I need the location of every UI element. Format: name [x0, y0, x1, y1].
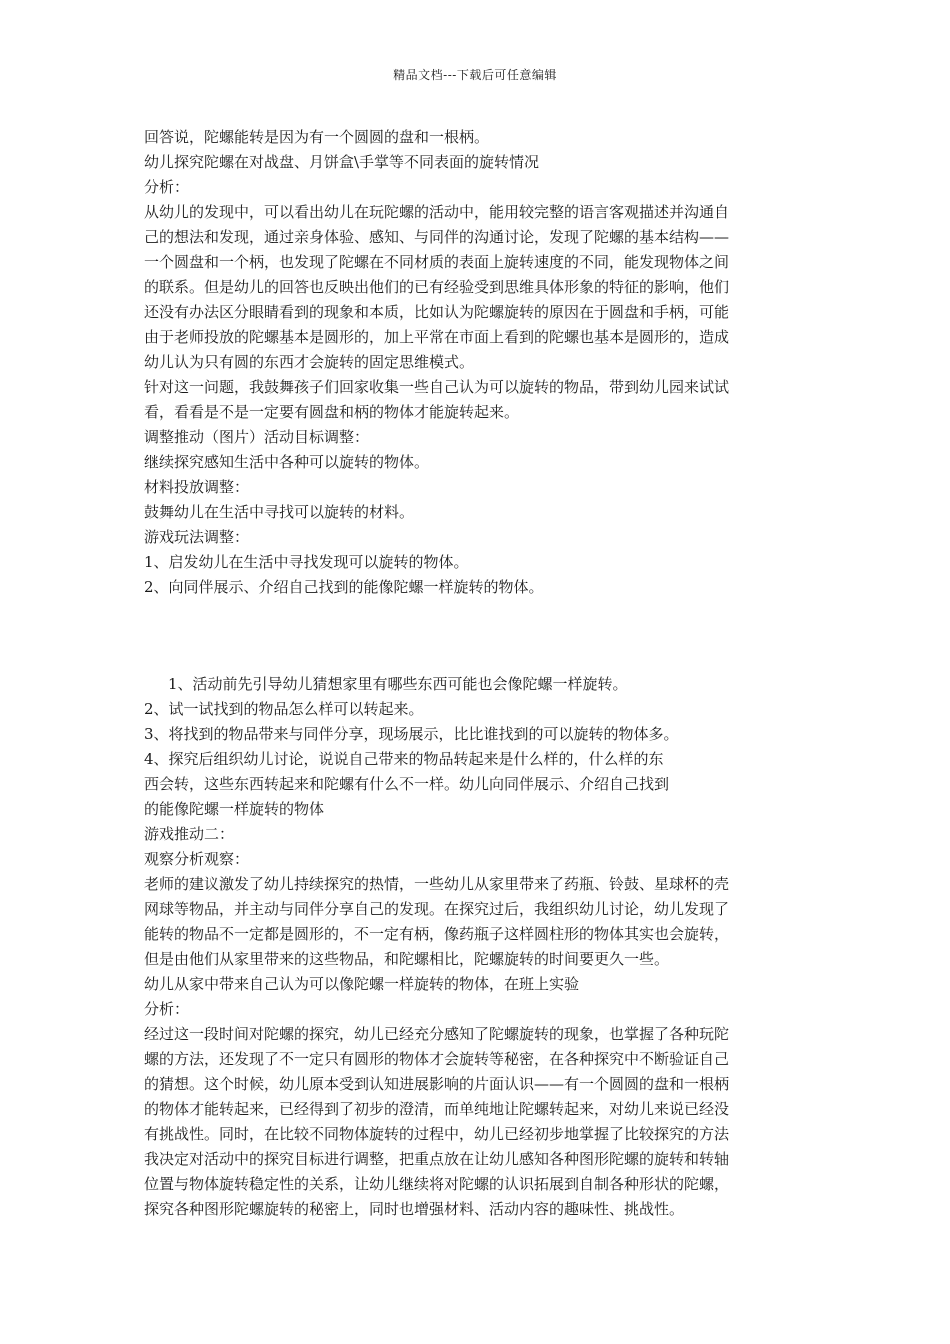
text-line: 1、活动前先引导幼儿猜想家里有哪些东西可能也会像陀螺一样旋转。	[168, 675, 628, 693]
text-line: 1、启发幼儿在生活中寻找发现可以旋转的物体。	[144, 553, 469, 571]
text-line: 分析：	[144, 1000, 190, 1018]
text-line: 调整推动（图片）活动目标调整：	[144, 428, 370, 446]
text-line: 的能像陀螺一样旋转的物体	[144, 800, 325, 818]
text-line: 分析：	[144, 178, 190, 196]
text-line: 的物体才能转起来，已经得到了初步的澄清，而单纯地让陀螺转起来，对幼儿来说已经没	[144, 1100, 730, 1118]
text-line: 幼儿探究陀螺在对战盘、月饼盒\手掌等不同表面的旋转情况	[144, 153, 540, 171]
text-line: 西会转，这些东西转起来和陀螺有什么不一样。幼儿向同伴展示、介绍自己找到	[144, 775, 670, 793]
text-line: 观察分析观察：	[144, 850, 250, 868]
text-line: 材料投放调整：	[144, 478, 250, 496]
text-line: 的联系。但是幼儿的回答也反映出他们的已有经验受到思维具体形象的特征的影响，他们	[144, 278, 730, 296]
text-line: 回答说，陀螺能转是因为有一个圆圆的盘和一根柄。	[144, 128, 490, 146]
text-line: 己的想法和发现，通过亲身体验、感知、与同伴的沟通讨论，发现了陀螺的基本结构——	[144, 228, 730, 246]
text-line: 一个圆盘和一个柄，也发现了陀螺在不同材质的表面上旋转速度的不同，能发现物体之间	[144, 253, 730, 271]
text-line: 的猜想。这个时候，幼儿原本受到认知进展影响的片面认识——有一个圆圆的盘和一根柄	[144, 1075, 730, 1093]
text-line: 由于老师投放的陀螺基本是圆形的，加上平常在市面上看到的陀螺也基本是圆形的，造成	[144, 328, 730, 346]
text-line: 幼儿从家中带来自己认为可以像陀螺一样旋转的物体，在班上实验	[144, 975, 580, 993]
text-line: 但是由他们从家里带来的这些物品，和陀螺相比，陀螺旋转的时间要更久一些。	[144, 950, 670, 968]
text-line: 经过这一段时间对陀螺的探究，幼儿已经充分感知了陀螺旋转的现象，也掌握了各种玩陀	[144, 1025, 730, 1043]
text-line: 网球等物品，并主动与同伴分享自己的发现。在探究过后，我组织幼儿讨论，幼儿发现了	[144, 900, 730, 918]
text-line: 我决定对活动中的探究目标进行调整，把重点放在让幼儿感知各种图形陀螺的旋转和转轴	[144, 1150, 730, 1168]
text-line: 鼓舞幼儿在生活中寻找可以旋转的材料。	[144, 503, 415, 521]
text-line: 能转的物品不一定都是圆形的，不一定有柄，像药瓶子这样圆柱形的物体其实也会旋转，	[144, 925, 730, 943]
text-line: 针对这一问题，我鼓舞孩子们回家收集一些自己认为可以旋转的物品，带到幼儿园来试试	[144, 378, 730, 396]
text-line: 探究各种图形陀螺旋转的秘密上，同时也增强材料、活动内容的趣味性、挑战性。	[144, 1200, 685, 1218]
section-two	[144, 672, 809, 1222]
text-line: 老师的建议激发了幼儿持续探究的热情，一些幼儿从家里带来了药瓶、铃鼓、星球杯的壳	[144, 875, 730, 893]
text-line: 从幼儿的发现中，可以看出幼儿在玩陀螺的活动中，能用较完整的语言客观描述并沟通自	[144, 203, 730, 221]
text-line: 有挑战性。同时，在比较不同物体旋转的过程中，幼儿已经初步地掌握了比较探究的方法	[144, 1125, 730, 1143]
text-line: 游戏玩法调整：	[144, 528, 250, 546]
text-line: 位置与物体旋转稳定性的关系，让幼儿继续将对陀螺的认识拓展到自制各种形状的陀螺，	[144, 1175, 730, 1193]
text-line: 游戏推动二：	[144, 825, 235, 843]
text-line: 2、试一试找到的物品怎么样可以转起来。	[144, 700, 424, 718]
text-line: 还没有办法区分眼睛看到的现象和本质，比如认为陀螺旋转的原因在于圆盘和手柄，可能	[144, 303, 730, 321]
section-one	[144, 125, 809, 600]
text-line: 2、向同伴展示、介绍自己找到的能像陀螺一样旋转的物体。	[144, 578, 544, 596]
text-line: 幼儿认为只有圆的东西才会旋转的固定思维模式。	[144, 353, 475, 371]
page-header: 精品文档---下载后可任意编辑	[393, 68, 557, 82]
text-line: 3、将找到的物品带来与同伴分享，现场展示，比比谁找到的可以旋转的物体多。	[144, 725, 679, 743]
text-line: 螺的方法，还发现了不一定只有圆形的物体才会旋转等秘密，在各种探究中不断验证自己	[144, 1050, 730, 1068]
text-line: 4、探究后组织幼儿讨论，说说自己带来的物品转起来是什么样的，什么样的东	[144, 750, 664, 768]
text-line: 看，看看是不是一定要有圆盘和柄的物体才能旋转起来。	[144, 403, 520, 421]
text-line: 继续探究感知生活中各种可以旋转的物体。	[144, 453, 430, 471]
